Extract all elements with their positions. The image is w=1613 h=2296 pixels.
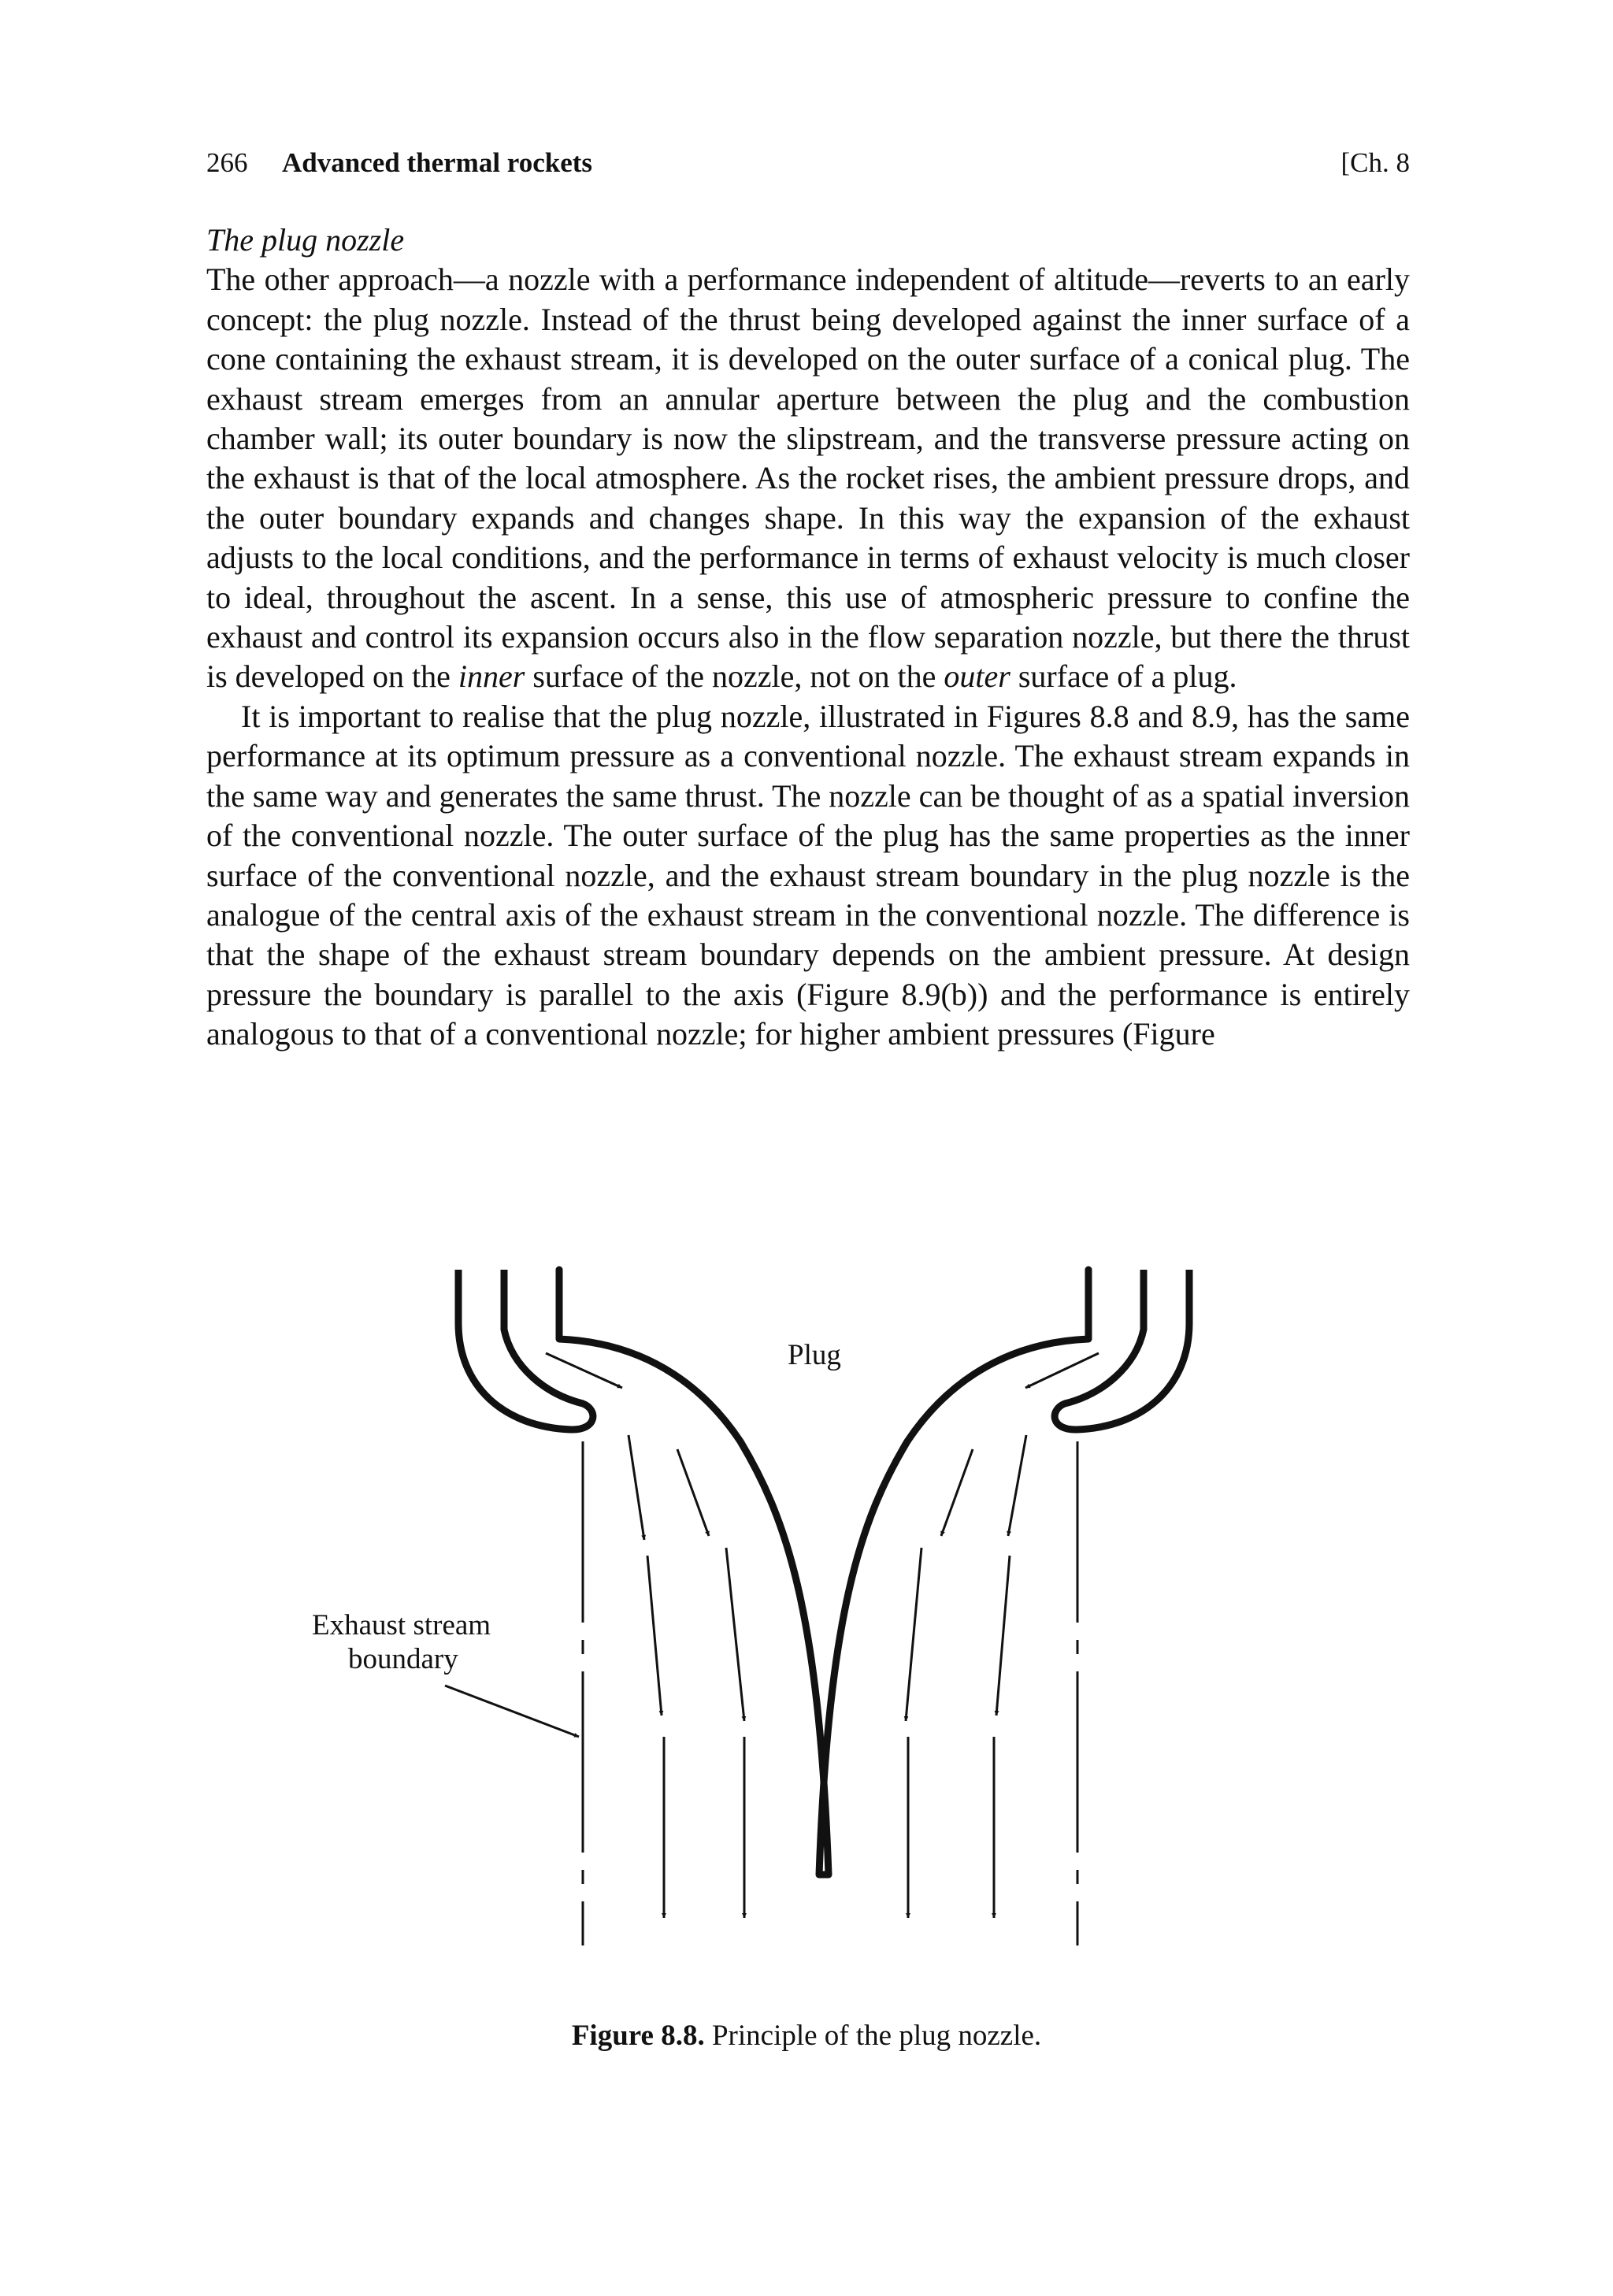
flow-arrow: [906, 1548, 921, 1721]
flow-arrow: [1008, 1435, 1026, 1536]
paragraph-2: It is important to realise that the plug nozzle, illustrated in Figures 8.8 and 8.9, has the same performance at its optimum pressure as a conventional nozzle. The exhaust stream expands in the same way and generates the same thrust. The nozzle can be thought of as a spatial inversion of the conventional nozzle. The outer surface of the plug has the same properties as the inner surface of the conventional nozzle, and the exhaust stream boundary in the plug nozzle is the analogue of the central axis of the exhaust stream in the conventional nozzle. The difference is that the shape of the exhaust stream boundary depends on the ambient pressure. At design pressure the boundary is parallel to the axis (Figure 8.9(b)) and the performance is entirely analogous to that of a conventional nozzle; for higher ambient pressures (Figure: [206, 698, 1410, 1052]
flow-arrow: [629, 1435, 644, 1540]
flow-arrow: [941, 1449, 973, 1536]
left-chamber-wall: [458, 1270, 593, 1430]
running-head-title: Advanced thermal rockets: [282, 147, 593, 178]
flow-arrow: [546, 1353, 622, 1388]
emphasis-outer: outer: [944, 658, 1010, 695]
flow-arrow: [726, 1548, 744, 1721]
figure-caption: [0, 2018, 1613, 2054]
figure-caption-text: Principle of the plug nozzle.: [704, 2020, 1042, 2052]
boundary-pointer-arrow: [445, 1686, 579, 1737]
flow-arrow: [647, 1556, 662, 1716]
page-number: 266: [206, 147, 248, 178]
flow-arrow: [996, 1556, 1010, 1716]
boundary-label-line1: Exhaust stream: [312, 1609, 491, 1641]
emphasis-inner: inner: [458, 658, 525, 695]
paragraph-1-text-b: surface of the nozzle, not on the: [525, 658, 944, 695]
section-title: The plug nozzle: [206, 222, 405, 258]
paragraph-1-text-a: The other approach—a nozzle with a performance independent of altitude—reverts to an early concept: the plug nozzle. Instead of the thrust being developed against the inner surface of a cone containing the exhaust stream, it is developed on the outer surface of a conical plug. The exhaust stream emerges from an annular aperture between the plug and the combustion chamber wall; its outer boundary is now the slipstream, and the transverse pressure acting on the exhaust is that of the local atmosphere. As the rocket rises, the ambient pressure drops, and the outer boundary expands and changes shape. In this way the expansion of the exhaust adjusts to the local conditions, and the performance in terms of exhaust velocity is much closer to ideal, throughout the ascent. In a sense, this use of atmospheric pressure to confine the exhaust and control its expansion occurs also in the flow separation nozzle, but there the thrust is developed on the: [206, 261, 1410, 695]
chapter-marker: [Ch. 8: [1340, 147, 1410, 178]
flow-arrow: [677, 1449, 709, 1536]
flow-arrow: [1025, 1353, 1099, 1388]
figure-caption-label: Figure 8.8.: [571, 2020, 705, 2052]
boundary-label-line2: boundary: [348, 1643, 458, 1675]
right-chamber-wall: [1055, 1270, 1189, 1430]
plug-label: Plug: [788, 1339, 841, 1371]
paragraph-1-text-c: surface of a plug.: [1010, 658, 1237, 695]
